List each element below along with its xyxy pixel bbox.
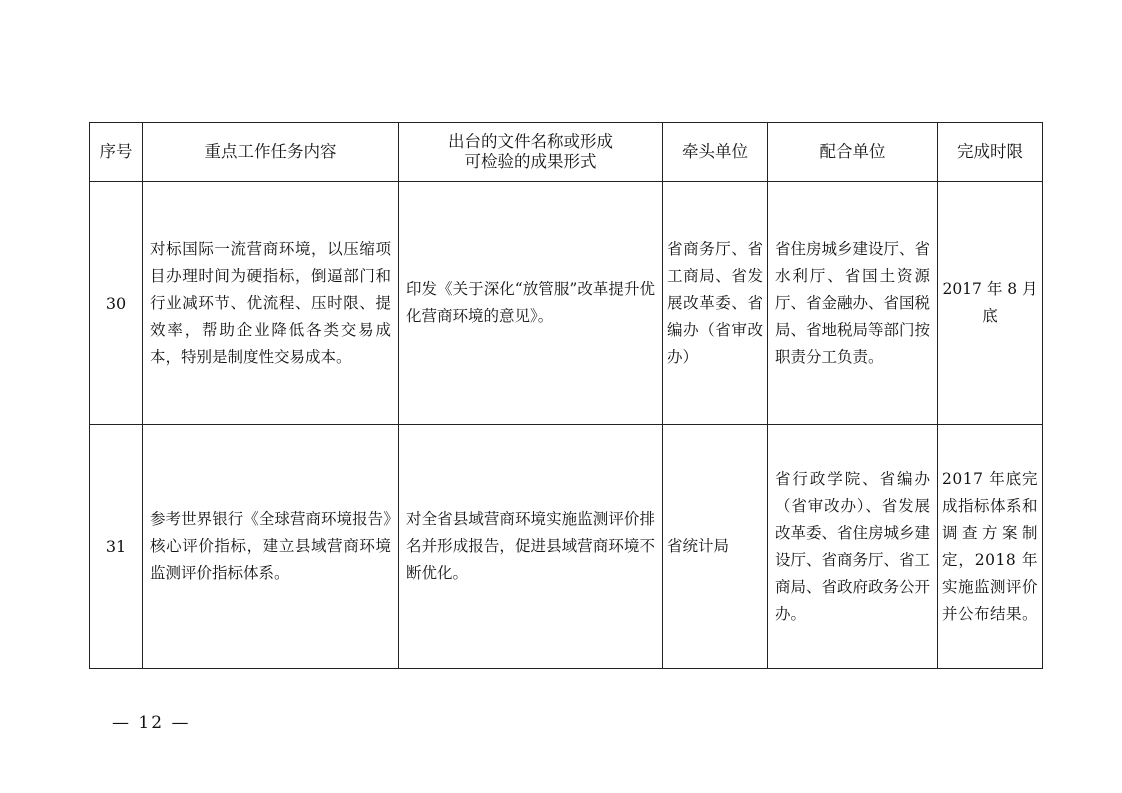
- task-table: [89, 122, 1043, 669]
- table-header-row: [90, 123, 1043, 182]
- page-number: — 12 —: [112, 713, 191, 733]
- row-output: 印发《关于深化“放管服”改革提升优化营商环境的意见》。: [399, 182, 663, 425]
- row-lead: 省统计局: [663, 425, 768, 669]
- row-partner: 省住房城乡建设厅、省水利厅、省国土资源厅、省金融办、省国税局、省地税局等部门按职责分工负责。: [768, 182, 938, 425]
- row-index: 30: [90, 182, 143, 425]
- header-task: 重点工作任务内容: [143, 123, 399, 182]
- header-output-line2: 可检验的成果形式: [464, 152, 597, 171]
- row-index: 31: [90, 425, 143, 669]
- row-deadline: 2017 年 8 月底: [938, 182, 1043, 425]
- row-deadline: 2017 年底完成指标体系和调查方案制定，2018 年实施监测评价并公布结果。: [938, 425, 1043, 669]
- header-deadline: 完成时限: [938, 123, 1043, 182]
- header-lead: 牵头单位: [663, 123, 768, 182]
- row-task: 参考世界银行《全球营商环境报告》核心评价指标，建立县域营商环境监测评价指标体系。: [143, 425, 399, 669]
- header-index: 序号: [90, 123, 143, 182]
- header-output-line1: 出台的文件名称或形成: [448, 132, 613, 151]
- row-partner: 省行政学院、省编办（省审改办）、省发展改革委、省住房城乡建设厅、省商务厅、省工商局、省政府政务公开办。: [768, 425, 938, 669]
- row-lead: 省商务厅、省工商局、省发展改革委、省编办（省审改办）: [663, 182, 768, 425]
- header-partner: 配合单位: [768, 123, 938, 182]
- row-output: 对全省县域营商环境实施监测评价排名并形成报告，促进县域营商环境不断优化。: [399, 425, 663, 669]
- table-row: [90, 182, 1043, 425]
- row-task: 对标国际一流营商环境，以压缩项目办理时间为硬指标，倒逼部门和行业减环节、优流程、压时限、提效率，帮助企业降低各类交易成本，特别是制度性交易成本。: [143, 182, 399, 425]
- table-row: [90, 425, 1043, 669]
- header-output: [399, 123, 663, 182]
